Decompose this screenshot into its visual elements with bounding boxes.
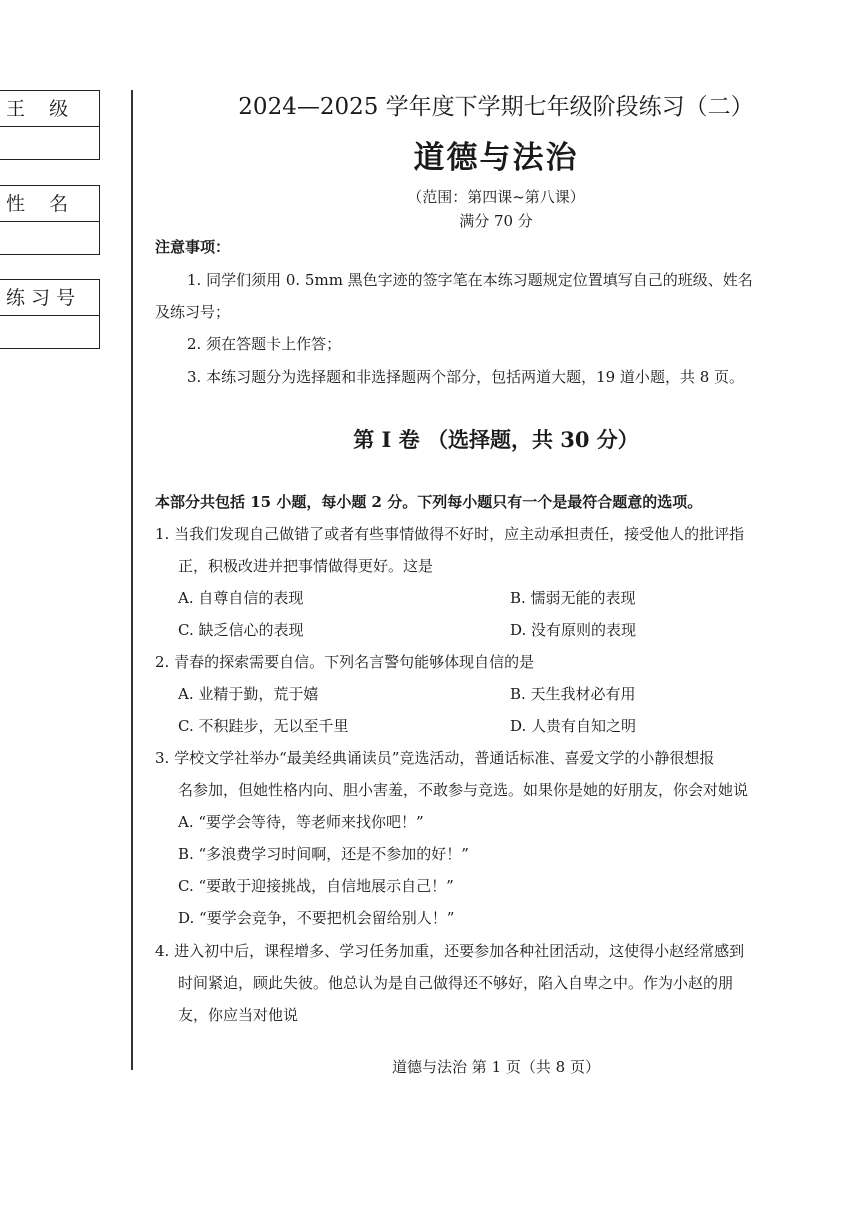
number-fill-area: [0, 316, 99, 348]
note-item: 2. 须在答题卡上作答；: [187, 335, 342, 353]
question-1-stem: 1. 当我们发现自己做错了或者有些事情做得不好时，应主动承担责任，接受他人的批评指: [155, 525, 745, 543]
question-3-option-b: B. “多浪费学习时间啊，还是不参加的好！”: [178, 845, 469, 863]
question-3-stem: 3. 学校文学社举办“最美经典诵读员”竞选活动，普通话标准、喜爱文学的小静很想报: [155, 749, 715, 767]
full-score: 满分 70 分: [459, 212, 533, 230]
question-2-option-a: A. 业精于勤，荒于嬉: [178, 685, 319, 703]
question-4-stem: 友，你应当对他说: [178, 1006, 299, 1024]
question-1-option-d: D. 没有原则的表现: [510, 621, 637, 639]
question-1-option-b: B. 懦弱无能的表现: [510, 589, 636, 607]
question-2-option-c: C. 不积跬步，无以至千里: [178, 717, 349, 735]
question-3-option-d: D. “要学会竞争，不要把机会留给别人！”: [178, 909, 455, 927]
name-label: 性 名: [0, 186, 99, 222]
name-fill-area: [0, 222, 99, 254]
question-1-stem: 正，积极改进并把事情做得更好。这是: [178, 557, 434, 575]
note-item: 及练习号；: [155, 303, 231, 321]
section-instruction: 本部分共包括 15 小题，每小题 2 分。下列每小题只有一个是最符合题意的选项。: [155, 493, 703, 511]
question-4-stem: 时间紧迫，顾此失彼。他总认为是自己做得还不够好，陷入自卑之中。作为小赵的朋: [178, 974, 734, 992]
class-box: [0, 90, 100, 160]
page-footer: 道德与法治 第 1 页（共 8 页）: [392, 1058, 600, 1076]
subject-title: 道德与法治: [413, 140, 579, 176]
note-item: 3. 本练习题分为选择题和非选择题两个部分，包括两道大题，19 道小题，共 8 页。: [187, 368, 745, 386]
question-1-option-a: A. 自尊自信的表现: [178, 589, 304, 607]
question-1-option-c: C. 缺乏信心的表现: [178, 621, 304, 639]
note-item: 1. 同学们须用 0. 5mm 黑色字迹的签字笔在本练习题规定位置填写自己的班级、姓名: [187, 271, 753, 289]
class-fill-area: [0, 127, 99, 159]
exam-range: （范围：第四课~第八课）: [407, 188, 585, 206]
question-4-stem: 4. 进入初中后，课程增多、学习任务加重，还要参加各种社团活动，这使得小赵经常感到: [155, 942, 745, 960]
question-2-stem: 2. 青春的探索需要自信。下列名言警句能够体现自信的是: [155, 653, 535, 671]
number-label: 练 习 号: [0, 280, 99, 316]
class-label: 王 级: [0, 91, 99, 127]
question-3-option-c: C. “要敢于迎接挑战，自信地展示自己！”: [178, 877, 454, 895]
number-box: [0, 279, 100, 349]
question-2-option-b: B. 天生我材必有用: [510, 685, 636, 703]
question-3-stem: 名参加，但她性格内向、胆小害羞，不敢参与竞选。如果你是她的好朋友，你会对她说: [178, 781, 749, 799]
section-title: 第 I 卷 （选择题，共 30 分）: [353, 427, 639, 452]
notes-heading: 注意事项：: [155, 238, 231, 256]
binding-line: [131, 90, 133, 1070]
page-title: 2024—2025 学年度下学期七年级阶段练习（二）: [238, 94, 754, 120]
question-3-option-a: A. “要学会等待，等老师来找你吧！”: [178, 813, 424, 831]
question-2-option-d: D. 人贵有自知之明: [510, 717, 637, 735]
name-box: [0, 185, 100, 255]
